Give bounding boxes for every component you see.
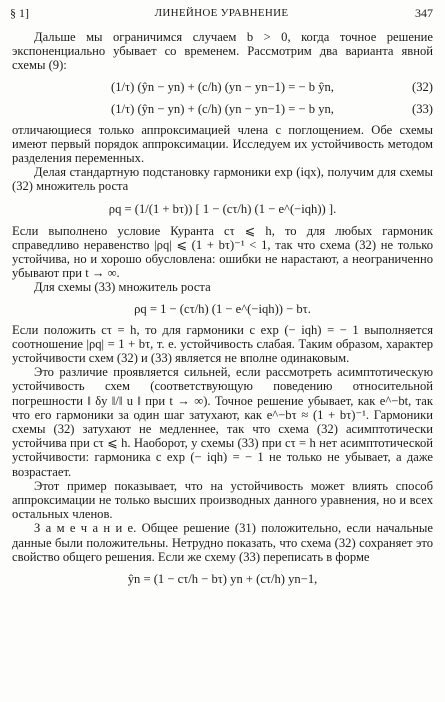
equation (12, 298, 433, 320)
running-title: ЛИНЕЙНОЕ УРАВНЕНИЕ (154, 7, 289, 19)
paragraph: З а м е ч а н и е. Общее решение (31) положительно, если начальные данные были положительны. Нетрудно показать, что схема (32) сохраняет это свойство общего решения. Если же схему (33) переписать в форме (12, 521, 433, 564)
equation-body: ρq = (1/(1 + bτ)) [ 1 − (cτ/h) (1 − e^(−iqh)) ]. (108, 201, 337, 216)
paragraph: Это различие проявляется сильней, если рассмотреть асимптотическую устойчивость схем (соответствующую поведению относительной погрешности ‖ δy ‖/‖ u ‖ при t → ∞). Точное решение убывает, как e^−bt, так что его гармоники за один шаг затухают, как e^−bτ ≈ (1 + bτ)⁻¹. Гармоники схемы (32) затухают не медленнее, так что схема (32) асимптотически устойчива при cτ ⩽ h. Наоборот, у схемы (33) при cτ = h нет асимптотической устойчивости: гармоника с exp (− iqh) = − 1 не только не убывает, а даже возрастает. (12, 365, 433, 479)
equation-body: (1/τ) (ŷn − yn) + (c/h) (yn − yn−1) = − b yn, (111, 101, 334, 116)
page-body (12, 30, 433, 590)
paragraph: Если выполнено условие Куранта cτ ⩽ h, то для любых гармоник справедливо неравенство |ρq| ⩽ (1 + bτ)⁻¹ < 1, так что схема (32) не только устойчива, но и хорошо обусловлена: ошибки не нарастают, а неограниченно убывают при t → ∞. (12, 223, 433, 281)
equation (12, 99, 433, 119)
equation-number: (32) (412, 79, 433, 94)
equation (12, 197, 433, 221)
paragraph: Дальше мы ограничимся случаем b > 0, когда точное решение экспоненциально убывает со временем. Рассмотрим два варианта явной схемы (9): (12, 30, 433, 73)
paragraph: Если положить cτ = h, то для гармоники с exp (− iqh) = − 1 выполняется соотношение |ρq| = 1 + bτ, т. е. устойчивость слабая. Таким образом, характер устойчивости схем (32) и (33) является не вполне одинаковым. (12, 322, 433, 366)
equation-body: ρq = 1 − (cτ/h) (1 − e^(−iqh)) − bτ. (134, 301, 311, 316)
equation (12, 568, 433, 590)
running-header (10, 5, 433, 21)
page-number: 347 (415, 6, 433, 20)
equation-body: (1/τ) (ŷn − yn) + (c/h) (yn − yn−1) = − b ŷn, (111, 79, 334, 94)
equation-body: ŷn = (1 − cτ/h − bτ) yn + (cτ/h) yn−1, (127, 572, 318, 587)
equation (12, 77, 433, 97)
paragraph: отличающиеся только аппроксимацией члена с поглощением. Обе схемы имеют первый порядок аппроксимации. Исследуем их устойчивость методом разделения переменных. (12, 122, 433, 166)
paragraph: Делая стандартную подстановку гармоники exp (iqx), получим для схемы (32) множитель роста (12, 165, 433, 194)
paragraph: Этот пример показывает, что на устойчивость может влиять способ аппроксимации не только высших производных данного уравнения, но и всех остальных членов. (12, 478, 433, 522)
paragraph: Для схемы (33) множитель роста (34, 280, 211, 295)
section-marker: § 1] (10, 6, 29, 20)
equation-number: (33) (412, 101, 433, 116)
